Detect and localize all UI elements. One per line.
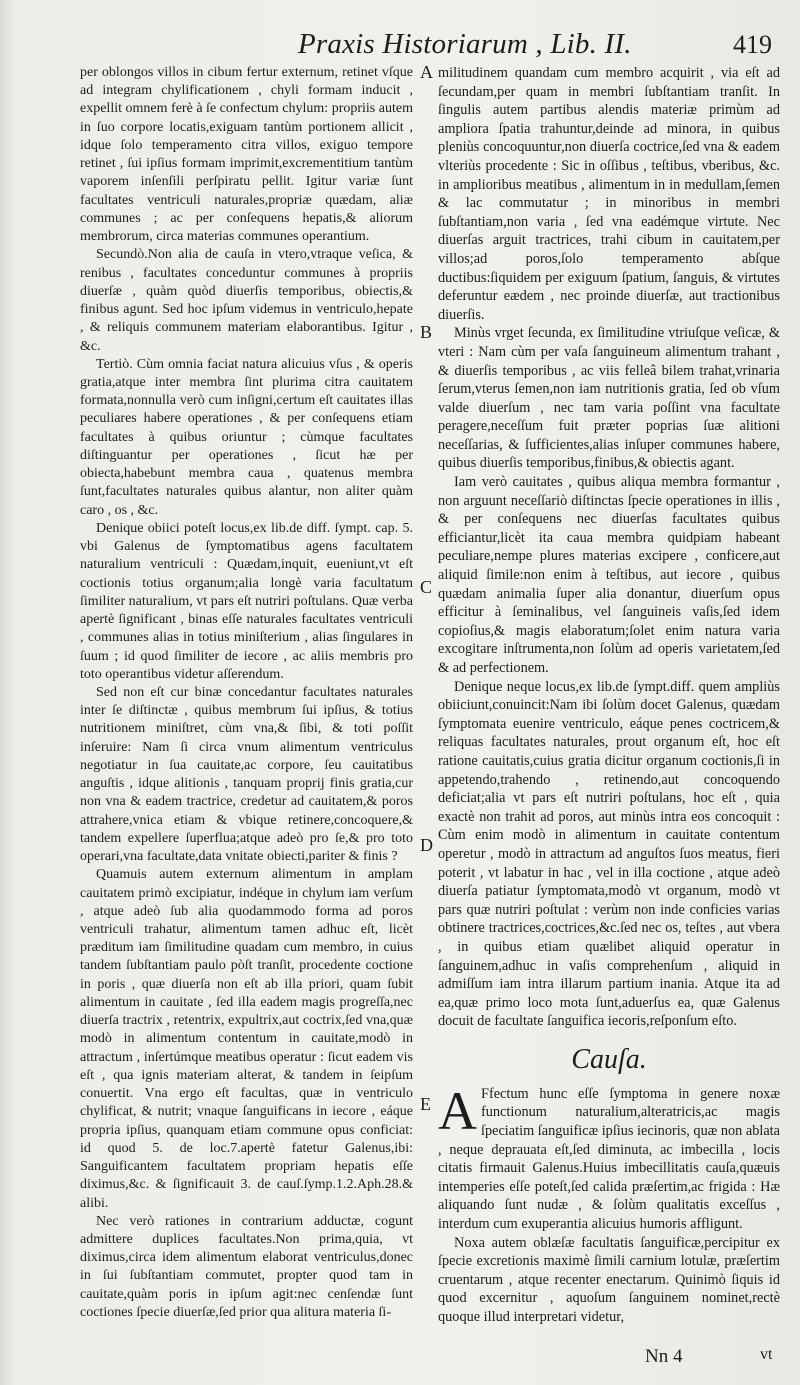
signature-mark: Nn 4 (645, 1346, 683, 1367)
paragraph: per oblongos villos in cibum fertur externum, retinet vſque ad integram chylificationem , chyli formam inducit , expellit omnem ferè à ſe confectum chylum: propriis autem in ſuo corpore locatis,exiguam tantùm portionem allicit , idque ſolo temperamento citra villos, exiguo tempore retinet , ſui ipſius formam imprimit,excrementitium tantùm vaporem inſenſili perſpiratu pellit. Igitur variæ ſunt facultates ventriculi naturales,propriæ quædam, aliæ communes ; ac per conſequens hepatis,& aliorum membrorum, circa materias communes operantium. (80, 65, 413, 245)
section-heading: Cauſa. (571, 1043, 647, 1075)
paragraph: Nec verò rationes in contrarium adductæ, cogunt admittere duplices facultates.Non prima,quia, vt diximus,circa idem alimentum elaborat ventriculus,donec in ſui ſubſtantiam commutet, propter quod tam in cauitate,quàm poris in ipſum agit:nec cenſendæ ſunt coctiones ſpecie diuerſæ,ſed prior qua alitura materia ſi- (80, 1213, 413, 1320)
paragraph: Noxa autem oblæſæ facultatis ſanguificæ,percipitur ex ſpecie excretionis maximè ſimili carnium lotulæ, præſertim cruentarum , atque recenter enectarum. Quinimò ſiquis id quod excernitur , aquoſum ſanguinem nominet,rectè quoque illud interpretari videtur, (438, 1234, 780, 1325)
paragraph: Minùs vrget ſecunda, ex ſimilitudine vtriuſque veſicæ, & vteri : Nam cùm per vaſa ſanguineum alimentum trahant , & diuerſis temporibus , ac viis felleâ bilem trahat,vrinaria ſerum,vterus ſemen,non iam nutritionis gratia, ſed ob vſum valde diuerſum , nec tam varia poſſint vna facultate peragere,neceſſum fuit præter poprias ſuæ alitioni neceſſarias, & ſufficientes,alias inſuper communes habere, quibus diuerſis temporibus,finibus,& obiectis agant. (438, 325, 780, 472)
paragraph: Denique obiici poteſt locus,ex lib.de diff. ſympt. cap. 5. vbi Galenus de ſymptomatibus agens facultatem naturalium ventriculi : Quædam,inquit, eueniunt,vt eſt coctionis totius organum;alia longè varia facultatum ſimiliter naturalium, vt pars eſt nutriri poſtulans. Quæ verba apertè ſignificant , binas eſſe naturales facultates ventriculi , communes alias in totius miniſterium , alias ſingulares in ſuum ; id quod ſimiliter de iecore , ac aliis membris pro toto operantibus videtur aſſerendum. (80, 520, 413, 682)
margin-letter-c: C (420, 577, 433, 597)
paragraph: militudinem quandam cum membro acquirit , via eſt ad ſecundam,per quam in membri ſubſtantiam tranſit. In ſingulis autem partibus alendis materiæ primùm ad ampliora ſpatia trahuntur,deinde ad minora, in quibus pleniùs concoquuntur,non diuerſa coctrice,ſed vna & eadem vlteriùs procedente : Sic in oſſibus , teſtibus, vberibus, &c. in amplioribus meatibus , alimentum in in medullam,ſemen & lac commutatur ; in minoribus in membri ſubſtantiam,non varia , ſed vna eadémque virtute. Nec diuerſas arguit tractrices, trahi cibum in cauitatem,per villos;ad poros,ſolo temperamento abſque ductibus:ſiquidem per exiguum ſpatium, ſanguis, & virtutes deferuntur eædem , nec proinde diuerſæ, aut tractionibus diuerſis. (438, 65, 780, 323)
catchword: vt (760, 1346, 773, 1363)
page-header (0, 28, 800, 68)
paragraph: Tertiò. Cùm omnia faciat natura alicuius vſus , & operis gratia,atque inter membra ſint plurima citra cauitatem formata,nonnulla verò cum inſigni,certum eſt cauitates illas peculiares habere operationes , & per conſequens etiam facultates à quibus oriuntur ; cùmque facultates diſtinguantur per operationes , ſicut hæ per obiecta,habebunt membra caua , quatenus membra ſunt,facultates naturales quibus alantur, non aliter quàm caro , os , &c. (80, 356, 413, 518)
margin-letter-a: A (420, 62, 433, 82)
margin-letter-b: B (420, 322, 433, 342)
left-column (80, 64, 413, 1322)
paragraph: Quamuis autem externum alimentum in amplam cauitatem primò excipiatur, indéque in chylum iam verſum , atque adeò ſub alia quodammodo forma ad poros ventriculi trahatur, alimentum tamen adhuc eſt, licèt præditum iam ſimilitudine quadam cum membro, in cuius tandem ſubſtantiam paulo pòſt tranſit, procedente coctione in poris , quæ diuerſa non eſt ab illa priori, quam ſubit alimentum in cauitate , ſed illa eadem magis progreſſa,nec diuerſa tractrix , retentrix, expultrix,aut coctrix,ſed vna,quæ modò in alimentum contentum in cauitate,modò in attractum , inſertúmque meatibus operatur : ſicut eadem vis eſt , qua ignis materiam alterat, & tandem in ſeipſum conuertit. Vna ergo eſt facultas, quæ in ventriculo chylificat, & nutrit; vnaque ſanguificans in iecore , eáque propria ipſius, quanquam etiam commune opus conficiat: id quod 5. de loc.7.apertè fatetur Galenus,ibi: Sanguificantem facultatem propriam hepatis eſſe diximus,&c. & ſignificauit 3. de cauſ.ſymp.1.2.Aph.28.& alibi. (80, 867, 413, 1211)
drop-cap: A (438, 1080, 477, 1141)
paragraph-text: Ffectum hunc eſſe ſymptoma in genere noxæ functionum naturalium,alteratricis,ac magis ſpeciatim ſanguificæ ipſius iecinoris, quæ non ablata , neque deprauata eſt,ſed diminuta, ac imbecilla , locis citatis firmauit Galenus.Huius imbecillitatis cauſa,quæuis intemperies eſſe poteſt,ſed calida præſertim,ac frigida : Hæ aliquando ſunt nudæ , & ſolùm qualitatis exceſſus , interdum cum exuperantia alicuius humoris affligunt. (438, 1085, 780, 1233)
paragraph: Iam verò cauitates , quibus aliqua membra formantur , non arguunt neceſſariò diſtinctas ſpecie operationes in illis , & per conſequens nec diuerſas facultates quibus efficiantur,licèt ita caua membra quidpiam habeant peculiare,nempe plures materias excipere , conficere,aut aliquid ſimile:non enim à teſtibus, aut iecore , quibus quædam animalia ſuper alia donantur, diuerſum opus efficitur à ſeminalibus, vel ſanguineis vaſis,ſed idem copioſius,& magis elaboratum;ſolet enim natura varia excogitare inſtrumenta,non ſolùm ad operis varietatem,ſed & ad perfectionem. (438, 474, 780, 676)
paragraph: Denique neque locus,ex lib.de ſympt.diff. quem ampliùs obiiciunt,conuincit:Nam ibi ſolùm docet Galenus, quædam ſymptomata euenire ventriculo, eáque penes coctricem,& reliquas facultates naturales, prout organum eſt, hoc eſt ratione cauitatis,cuius gratia dicitur organum coctionis,ſi in appetendo,trahendo , retinendo,aut concoquendo deficiat;alia vt pars eſt nutriri poſtulans, hoc eſt , quia exactè non trahit ad poros, aut minùs intra eos concoquit : Cùm enim modò in alimentum in cauitate contentum operetur , modò in attractum ad anguſtos ſuos meatus, fieri poterit , vt labatur in hac , vel in illa coctione , atque adeò diuerſa patiatur ſymptomata,modò vt organum, modò vt pars quæ nutriri poſtulat : verùm non inde conficies varias obtinere tractrices,coctrices,&c.ſed nec os, teſtes , aut vbera , in quibus etiam quælibet aliquid operatur in ſanguinem,adhuc in vaſis comprehenſum , aliquid in admiſſum iam intra illarum partium inania. Atque ita ad ea,quæ primo loco mota ſunt,aduerſus ea, quæ Galenus docuit de facultate ſanguifica iecoris,reſponſum eſto. (438, 678, 780, 1030)
margin-letter-d: D (420, 835, 433, 855)
running-title: Praxis Historiarum , Lib. II. (298, 28, 632, 60)
page-footer (0, 1346, 800, 1376)
paragraph: Sed non eſt cur binæ concedantur facultates naturales inter ſe diſtinctæ , quibus membrum ſui ipſius, & totius nutritionem miniſtret, cùm vna,& ſibi, & toti poſſit inſeruire: Nam ſi circa vnum alimentum ventriculus negotiatur in ſua cauitate,ac corpore, ſeu cauitatibus anguſtis , idque alitionis , tanquam proprij finis gratia,cur non vna & eadem tractrice, credetur ad cauitatem,& poros attrahere,vnica etiam & vbique retinere,concoquere,& tandem expellere ſuperflua;atque adeò pro ſe,& pro toto operari,vna facultate,data vnitate obiecti,pariter & finis ? (80, 684, 413, 865)
section-first-paragraph (438, 1080, 780, 1234)
margin-letter-e: E (420, 1094, 431, 1114)
paragraph: Secundò.Non alia de cauſa in vtero,vtraque veſica, & renibus , facultates conceduntur communes à propriis diuerſæ , quàm quòd diuerſis temporibus, obiectis,& finibus agunt. Sed hoc ipſum videmus in ventriculo,hepate , & reliquis communem materiam elaborantibus. Igitur , &c. (80, 247, 413, 354)
right-column (438, 64, 780, 1327)
page-number: 419 (733, 30, 772, 59)
